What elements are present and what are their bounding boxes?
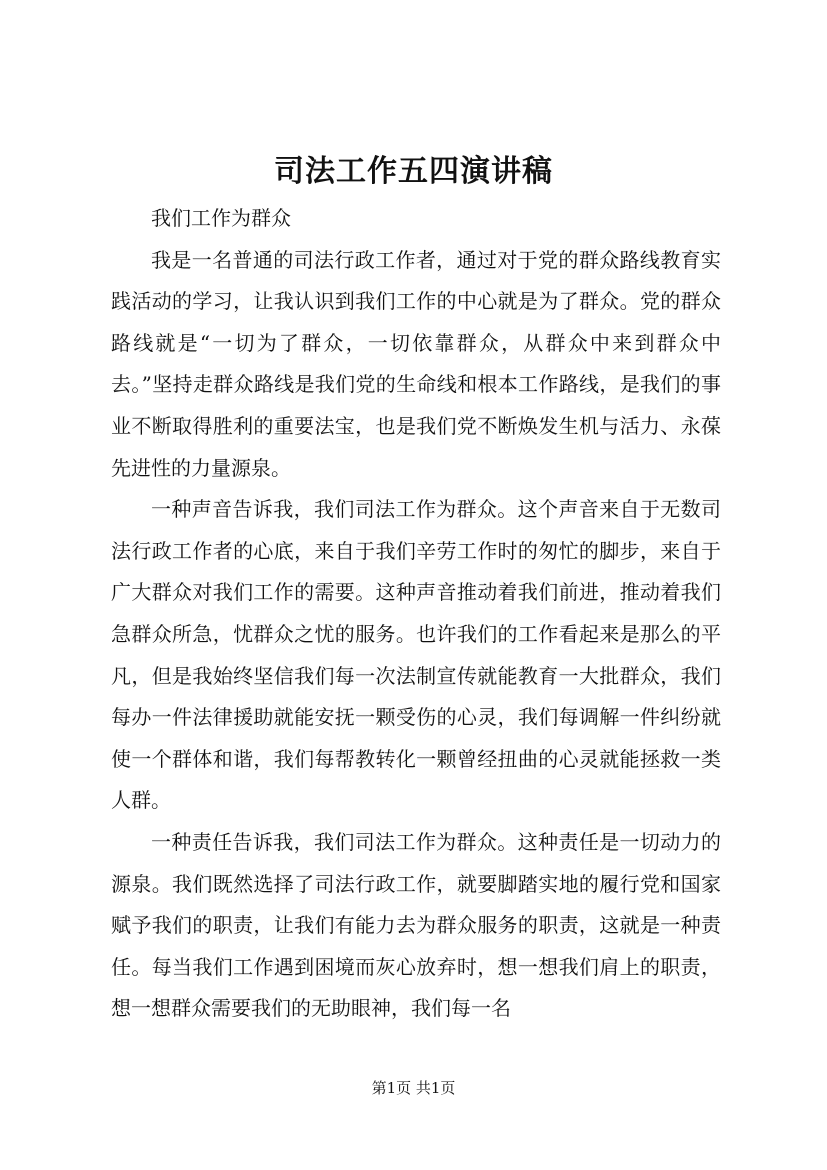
document-body bbox=[111, 198, 721, 1030]
paragraph-1: 我是一名普通的司法行政工作者，通过对于党的群众路线教育实践活动的学习，让我认识到我们工作的中心就是为了群众。党的群众路线就是“一切为了群众，一切依靠群众，从群众中来到群众中去。”坚持走群众路线是我们党的生命线和根本工作路线，是我们的事业不断取得胜利的重要法宝，也是我们党不断焕发生机与活力、永葆先进性的力量源泉。 bbox=[111, 247, 721, 480]
paragraph-heading: 我们工作为群众 bbox=[151, 206, 291, 230]
paragraph-2: 一种声音告诉我，我们司法工作为群众。这个声音来自于无数司法行政工作者的心底，来自于我们辛劳工作时的匆忙的脚步，来自于广大群众对我们工作的需要。这种声音推动着我们前进，推动着我们急群众所急，忧群众之忧的服务。也许我们的工作看起来是那么的平凡，但是我始终坚信我们每一次法制宣传就能教育一大批群众，我们每办一件法律援助就能安抚一颗受伤的心灵，我们每调解一件纠纷就使一个群体和谐，我们每帮教转化一颗曾经扭曲的心灵就能拯救一类人群。 bbox=[111, 497, 721, 813]
paragraph-3: 一种责任告诉我，我们司法工作为群众。这种责任是一切动力的源泉。我们既然选择了司法行政工作，就要脚踏实地的履行党和国家赋予我们的职责，让我们有能力去为群众服务的职责，这就是一种责任。每当我们工作遇到困境而灰心放弃时，想一想我们肩上的职责，想一想群众需要我们的无助眼神，我们每一名 bbox=[111, 829, 721, 1021]
page-footer: 第1页 共1页 bbox=[371, 1079, 456, 1097]
document-title: 司法工作五四演讲稿 bbox=[274, 154, 553, 189]
